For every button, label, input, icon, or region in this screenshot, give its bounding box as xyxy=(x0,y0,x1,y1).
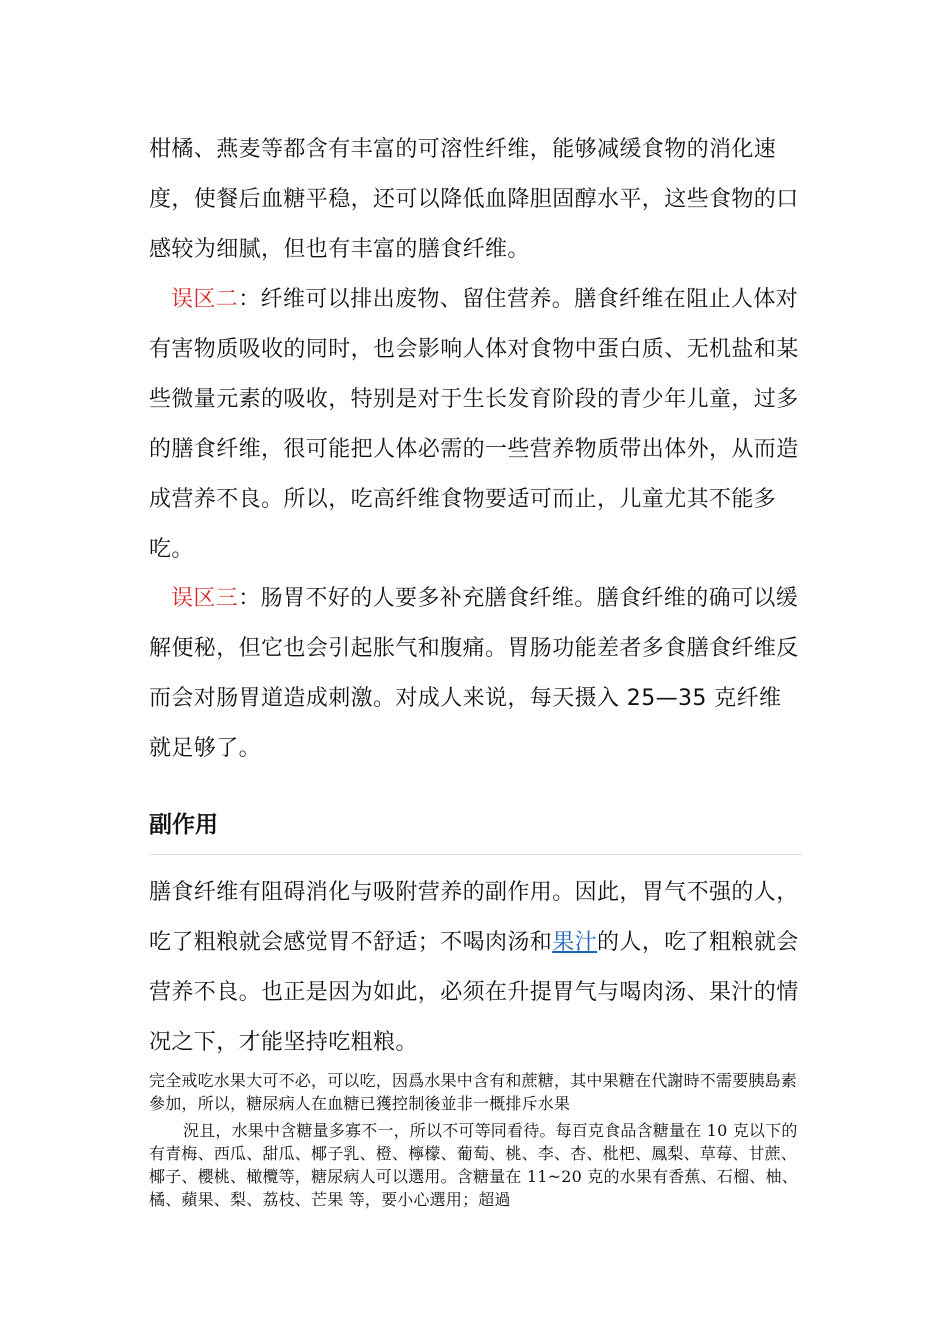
myth-two-text: ：纤维可以排出废物、留住营养。膳食纤维在阻止人体对有害物质吸收的同时，也会影响人体对食物中蛋白质、无机盐和某些微量元素的吸收，特别是对于生长发育阶段的青少年儿童，过多的膳食纤维，很可能把人体必需的一些营养物质带出体外，从而造成营养不良。所以，吃高纤维食物要适可而止，儿童尤其不能多吃。 xyxy=(149,287,799,562)
paragraph-text: 柑橘、燕麦等都含有丰富的可溶性纤维，能够减缓食物的消化速度，使餐后血糖平稳，还可以降低血降胆固醇水平，这些食物的口感较为细腻，但也有丰富的膳食纤维。 xyxy=(149,137,799,262)
fruit-note-paragraph-1: 完全戒吃水果大可不必，可以吃，因爲水果中含有和蔗糖，其中果糖在代謝時不需要胰島素參加，所以，糖尿病人在血糖已獲控制後並非一概排斥水果 xyxy=(149,1071,798,1113)
paragraph-side-effects xyxy=(149,868,801,1068)
fruit-note-paragraph-2: 況且，水果中含糖量多寡不一，所以不可等同看待。每百克食品含糖量在 10 克以下的有青梅、西瓜、甜瓜、椰子乳、橙、檸檬、葡萄、桃、李、杏、枇杷、鳳梨、草莓、甘蔗、椰子、櫻桃、橄欖等，糖尿病人可以選用。含糖量在 11~20 克的水果有香蕉、石榴、柚、橘、蘋果、梨、荔枝、芒果 等，要小心選用；超過 xyxy=(149,1121,798,1209)
myth-three-label: 误区三 xyxy=(171,586,239,611)
paragraph-soluble-fiber xyxy=(149,125,801,275)
paragraph-myth-three xyxy=(149,574,801,774)
side-effects-text-before: 膳食纤维有阻碍消化与吸附营养的副作用。因此，胃气不强的人，吃了粗粮就会感觉胃不舒适；不喝肉汤和 xyxy=(149,880,799,955)
myth-two-label: 误区二 xyxy=(171,287,239,312)
side-effects-text-after: 的人，吃了粗粮就会营养不良。也正是因为如此，必须在升提胃气与喝肉汤、果汁的情况之下，才能坚持吃粗粮。 xyxy=(149,930,799,1055)
juice-link[interactable]: 果汁 xyxy=(552,930,598,955)
section-heading: 副作用 xyxy=(149,812,218,838)
heading-divider xyxy=(149,854,802,855)
paragraph-myth-two xyxy=(149,275,801,575)
myth-three-text: ：肠胃不好的人要多补充膳食纤维。膳食纤维的确可以缓解便秘，但它也会引起胀气和腹痛。胃肠功能差者多食膳食纤维反而会对肠胃道造成刺激。对成人来说，每天摄入 25—35 克纤维就足够了。 xyxy=(149,586,799,761)
